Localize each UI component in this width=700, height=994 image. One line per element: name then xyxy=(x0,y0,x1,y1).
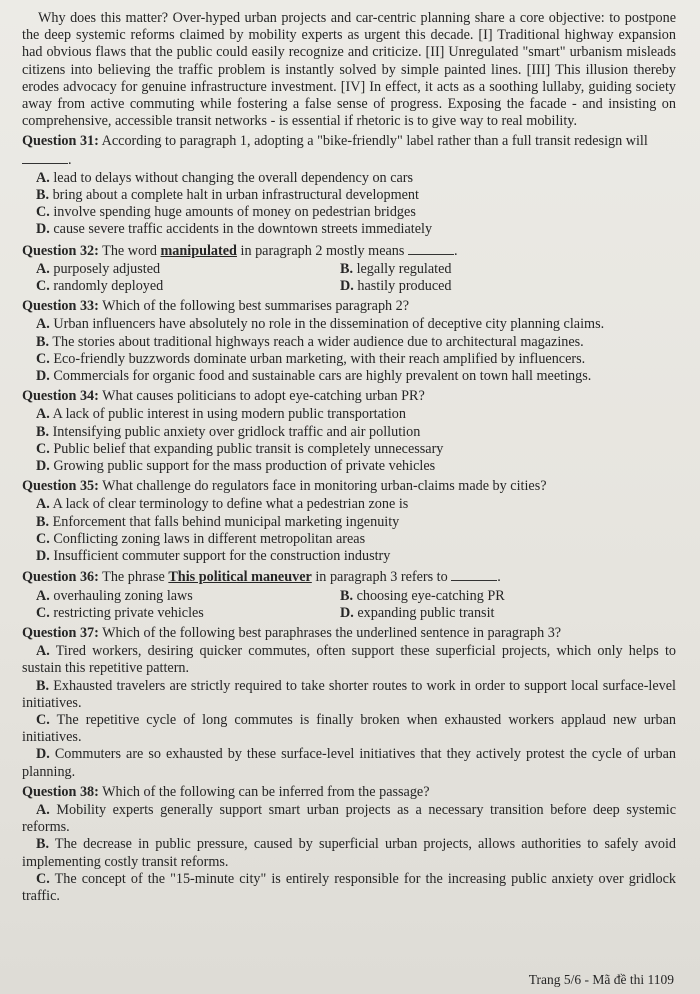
options-grid xyxy=(36,261,676,295)
options-grid xyxy=(36,588,676,622)
question-number: Question 35: xyxy=(22,478,99,495)
option-c[interactable]: C. The repetitive cycle of long commutes is finally broken when exhausted workers applaud new urban initiatives. xyxy=(22,711,676,746)
option-b[interactable]: B. choosing eye-catching PR xyxy=(340,587,505,604)
question-37: Question 37: Which of the following best paraphrases the underlined sentence in paragraph 3? xyxy=(22,624,562,641)
option-c[interactable]: C. The concept of the "15-minute city" is entirely responsible for the increasing public anxiety over gridlock traffic. xyxy=(22,870,677,904)
option-d[interactable]: D. Commercials for organic food and sustainable cars are highly prevalent on town hall meetings. xyxy=(36,368,592,385)
option-c[interactable]: C. restricting private vehicles xyxy=(36,604,204,621)
question-36: Question 36: The phrase This political maneuver in paragraph 3 refers to . xyxy=(22,569,501,586)
question-35: Question 35: What challenge do regulators face in monitoring urban-claims made by cities? xyxy=(22,478,547,495)
option-a[interactable]: A. A lack of clear terminology to define what a pedestrian zone is xyxy=(36,496,409,513)
option-a[interactable]: A. lead to delays without changing the overall dependency on cars xyxy=(36,169,414,186)
option-d[interactable]: D. Commuters are so exhausted by these surface-level initiatives that they actively protest the cycle of urban planning. xyxy=(22,746,676,780)
question-number: Question 34: xyxy=(22,388,99,405)
option-c[interactable]: C. randomly deployed xyxy=(36,278,164,295)
option-d[interactable]: D. cause severe traffic accidents in the downtown streets immediately xyxy=(36,221,433,238)
question-number: Question 33: xyxy=(22,298,99,315)
question-stem: According to paragraph 1, adopting a "bike-friendly" label rather than a full transit redesign will xyxy=(101,133,648,150)
key-phrase: This political maneuver xyxy=(168,569,312,586)
option-b[interactable]: B. The stories about traditional highways reach a wider audience due to architectural magazines. xyxy=(36,333,584,350)
option-c[interactable]: C. involve spending huge amounts of money on pedestrian bridges xyxy=(36,204,416,221)
option-c[interactable]: C. Conflicting zoning laws in different metropolitan areas xyxy=(36,530,366,547)
answer-blank xyxy=(451,568,497,581)
answer-blank xyxy=(408,242,454,255)
question-31: Question 31: According to paragraph 1, adopting a "bike-friendly" label rather than a full transit redesign will . xyxy=(22,133,648,168)
option-a[interactable]: A. A lack of public interest in using modern public transportation xyxy=(36,406,406,423)
option-a[interactable]: A. Mobility experts generally support smart urban projects as a necessary transition before deep systemic reforms. xyxy=(22,801,676,836)
option-a[interactable]: A. Tired workers, desiring quicker commutes, often support these superficial projects, which only helps to sustain this repetitive pattern. xyxy=(22,643,676,677)
question-38: Question 38: Which of the following can be inferred from the passage? xyxy=(22,783,430,800)
question-number: Question 37: xyxy=(22,624,99,641)
option-c[interactable]: C. Eco-friendly buzzwords dominate urban marketing, with their reach amplified by influencers. xyxy=(36,350,586,367)
page-footer: Trang 5/6 - Mã đề thi 1109 xyxy=(528,971,674,987)
passage-paragraph: Why does this matter? Over-hyped urban projects and car-centric planning share a core objective: to postpone the deep systemic reforms claimed by mobility experts as urgent this decade. [I] Traditional highway expansion had obvious flaws that the public could easily recognize and criticize. [II] Unregulated "smart" urbanism misleads citizens into believing the traffic problem is instantly solved by simple painted lines. [III] This illusion thereby erodes advocacy for genuine infrastructure investment. [IV] In effect, it acts as a soothing lullaby, guiding society away from active commuting while fostering a false sense of progress. Exposing the facade - and insisting on comprehensive, accessible transit networks - is essential if rhetoric is to give way to real mobility. xyxy=(22,10,676,130)
option-b[interactable]: B. Exhausted travelers are strictly required to take shorter routes to work in order to support local surface-level initiatives. xyxy=(22,677,677,711)
option-d[interactable]: D. Insufficient commuter support for the construction industry xyxy=(36,548,391,565)
option-d[interactable]: D. Growing public support for the mass production of private vehicles xyxy=(36,458,436,475)
option-a[interactable]: A. overhauling zoning laws xyxy=(36,587,193,604)
option-b[interactable]: B. bring about a complete halt in urban infrastructural development xyxy=(36,187,419,204)
option-b[interactable]: B. Enforcement that falls behind municipal marketing ingenuity xyxy=(36,513,400,530)
answer-blank xyxy=(22,151,68,164)
question-34: Question 34: What causes politicians to adopt eye-catching urban PR? xyxy=(22,388,425,405)
question-number: Question 32: xyxy=(22,242,99,259)
option-a[interactable]: A. Urban influencers have absolutely no role in the dissemination of deceptive city planning claims. xyxy=(36,316,605,333)
option-a[interactable]: A. purposely adjusted xyxy=(36,260,161,277)
question-33: Question 33: Which of the following best summarises paragraph 2? xyxy=(22,298,410,315)
option-b[interactable]: B. The decrease in public pressure, caused by superficial urban projects, allows authorities to safely avoid implementing costly transit reforms. xyxy=(22,836,677,870)
question-number: Question 36: xyxy=(22,569,99,586)
option-c[interactable]: C. Public belief that expanding public transit is completely unnecessary xyxy=(36,440,444,457)
option-d[interactable]: D. expanding public transit xyxy=(340,604,495,621)
option-b[interactable]: B. legally regulated xyxy=(340,260,452,277)
key-word: manipulated xyxy=(160,242,237,259)
option-d[interactable]: D. hastily produced xyxy=(340,278,452,295)
option-b[interactable]: B. Intensifying public anxiety over gridlock traffic and air pollution xyxy=(36,423,421,440)
question-32: Question 32: The word manipulated in paragraph 2 mostly means . xyxy=(22,242,458,259)
question-number: Question 38: xyxy=(22,783,99,800)
question-number: Question 31: xyxy=(22,133,99,150)
